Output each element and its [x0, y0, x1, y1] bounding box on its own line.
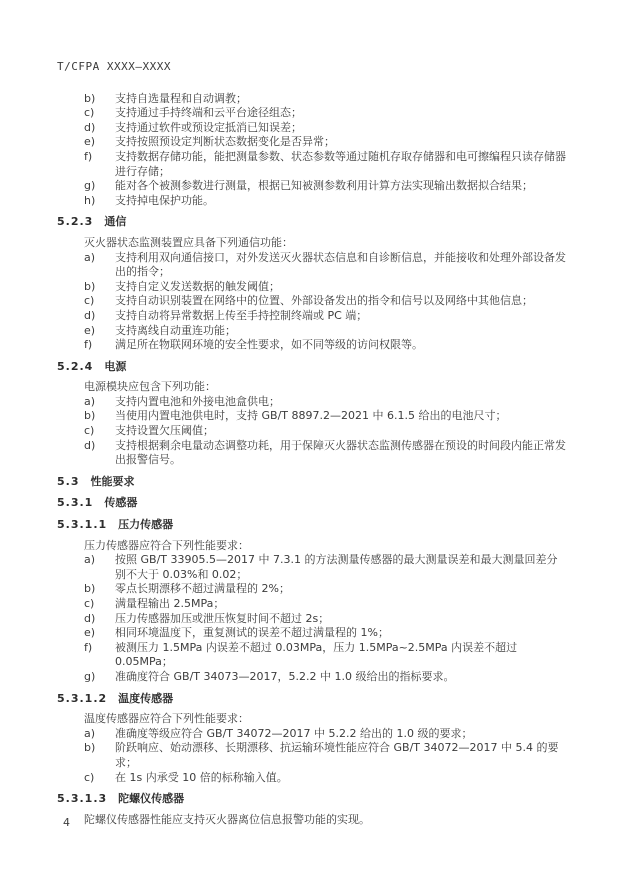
section-title: 温度传感器: [118, 691, 174, 705]
list-item-label: e): [84, 323, 96, 337]
document-standard-number: T/CFPA XXXX—XXXX: [57, 60, 171, 73]
section-number: 5.2.4: [57, 359, 94, 373]
list-item: [57, 395, 566, 410]
paragraph: 温度传感器应符合下列性能要求：: [84, 712, 249, 726]
section-number: 5.3.1.3: [57, 792, 108, 806]
list-item-label: c): [84, 770, 95, 784]
ordered-list: [57, 92, 566, 209]
paragraph: 陀螺仪传感器性能应支持灭火器离位信息报警功能的实现。: [84, 812, 370, 826]
list-item-label: e): [84, 135, 96, 149]
list-item: [57, 612, 566, 627]
section-title: 电源: [104, 359, 127, 373]
list-item: [57, 553, 566, 582]
list-item: [57, 741, 566, 770]
list-item: [57, 424, 566, 439]
list-item: [57, 280, 566, 295]
section-title: 传感器: [104, 496, 138, 510]
list-item-text: 满量程输出 2.5MPa；: [115, 597, 225, 610]
list-item-label: a): [84, 250, 96, 264]
section-heading: [57, 475, 566, 490]
ordered-list: [57, 395, 566, 468]
section-heading: [57, 215, 566, 230]
list-item-label: b): [84, 279, 96, 293]
list-item: [57, 626, 566, 641]
list-item: [57, 670, 566, 685]
list-item: [57, 439, 566, 468]
section-number: 5.3: [57, 474, 80, 488]
list-item-text: 满足所在物联网环境的安全性要求，如不同等级的访问权限等。: [115, 338, 423, 352]
list-item-label: b): [84, 409, 96, 423]
list-item-text: 支持数据存储功能，能把测量参数、状态参数等通过随机存取存储器和电可擦编程只读存储器进行存储；: [115, 149, 566, 178]
list-item: [57, 294, 566, 309]
section-number: 5.3.1.2: [57, 691, 108, 705]
list-item-label: c): [84, 424, 95, 438]
paragraph: 压力传感器应符合下列性能要求：: [84, 538, 249, 552]
list-item-text: 被测压力 1.5MPa 内误差不超过 0.03MPa，压力 1.5MPa~2.5MPa 内误差不超过 0.05MPa；: [115, 640, 518, 669]
list-item: [57, 92, 566, 107]
list-item: [57, 121, 566, 136]
list-item-text: 阶跃响应、始动漂移、长期漂移、抗运输环境性能应符合 GB/T 34072—2017 中 5.4 的要求；: [115, 741, 559, 769]
list-item-label: f): [84, 640, 93, 654]
list-item: [57, 106, 566, 121]
section-heading: [57, 692, 566, 707]
ordered-list: [57, 553, 566, 684]
list-item-label: d): [84, 120, 96, 134]
page-number: 4: [63, 816, 70, 829]
list-item-label: c): [84, 597, 95, 610]
list-item-text: 相同环境温度下，重复测试的误差不超过满量程的 1%；: [115, 626, 389, 640]
list-item-text: 支持自动识别装置在网络中的位置、外部设备发出的指令和信号以及网络中其他信息；: [115, 294, 533, 308]
list-item-label: e): [84, 626, 96, 640]
list-item-text: 压力传感器加压或泄压恢复时间不超过 2s；: [115, 611, 330, 625]
list-item: [57, 194, 566, 209]
ordered-list: [57, 251, 566, 353]
list-item-text: 支持根据剩余电量动态调整功耗，用于保障灭火器状态监测传感器在预设的时间段内能正常发出报警信号。: [115, 438, 566, 467]
list-item-text: 支持自选量程和自动调教；: [115, 91, 247, 105]
list-item: [57, 338, 566, 353]
list-item-label: b): [84, 741, 96, 755]
list-item-text: 能对各个被测参数进行测量，根据已知被测参数利用计算方法实现输出数据拟合结果；: [115, 179, 533, 193]
list-item-label: b): [84, 582, 96, 596]
list-item-label: d): [84, 438, 96, 452]
list-item-text: 支持设置欠压阈值；: [115, 424, 214, 438]
list-item: [57, 597, 566, 612]
list-item-text: 支持自动将异常数据上传至手持控制终端或 PC 端；: [115, 308, 368, 322]
list-item-label: g): [84, 669, 96, 683]
list-item-text: 支持内置电池和外接电池盒供电；: [115, 394, 280, 408]
list-item-label: a): [84, 726, 96, 740]
section-title: 压力传感器: [118, 518, 174, 532]
list-item-label: a): [84, 553, 96, 567]
list-item-text: 在 1s 内承受 10 倍的标称输入值。: [115, 770, 288, 784]
list-item-label: c): [84, 294, 95, 308]
list-item-text: 支持按照预设定判断状态数据变化是否异常；: [115, 135, 335, 149]
list-item-text: 支持自定义发送数据的触发阈值；: [115, 279, 280, 293]
section-heading: [57, 792, 566, 807]
list-item: [57, 409, 566, 424]
section-title: 性能要求: [90, 474, 135, 488]
section-number: 5.3.1.1: [57, 518, 108, 532]
list-item-label: f): [84, 149, 93, 163]
list-item: [57, 135, 566, 150]
list-item-label: b): [84, 91, 96, 105]
list-item-label: f): [84, 338, 93, 352]
list-item: [57, 309, 566, 324]
list-item-text: 支持利用双向通信接口，对外发送灭火器状态信息和自诊断信息，并能接收和处理外部设备发出的指令；: [115, 250, 566, 279]
paragraph: 电源模块应包含下列功能：: [84, 380, 216, 394]
paragraph: 灭火器状态监测装置应具备下列通信功能：: [84, 235, 293, 249]
list-item-label: g): [84, 179, 96, 193]
section-heading: [57, 518, 566, 533]
list-item-label: d): [84, 611, 96, 625]
list-item-text: 当使用内置电池供电时，支持 GB/T 8897.2—2021 中 6.1.5 给出的电池尺寸；: [115, 409, 507, 423]
ordered-list: [57, 727, 566, 785]
list-item: [57, 324, 566, 339]
section-heading: [57, 360, 566, 375]
list-item-label: a): [84, 394, 96, 408]
list-item: [57, 179, 566, 194]
list-item: [57, 641, 566, 670]
list-item-text: 按照 GB/T 33905.5—2017 中 7.3.1 的方法测量传感器的最大测量误差和最大测量回差分别不大于 0.03%和 0.02；: [115, 553, 558, 581]
list-item: [57, 251, 566, 280]
list-item-text: 支持离线自动重连功能；: [115, 323, 236, 337]
section-title: 通信: [104, 215, 127, 229]
list-item: [57, 150, 566, 179]
list-item-label: h): [84, 193, 96, 207]
section-number: 5.3.1: [57, 496, 94, 510]
list-item-text: 支持掉电保护功能。: [115, 193, 214, 207]
section-number: 5.2.3: [57, 215, 94, 229]
list-item-label: c): [84, 106, 95, 120]
list-item-text: 支持通过软件或预设定抵消已知误差；: [115, 120, 302, 134]
section-title: 陀螺仪传感器: [118, 792, 185, 806]
list-item: [57, 582, 566, 597]
list-item-text: 零点长期漂移不超过满量程的 2%；: [115, 582, 290, 596]
list-item-text: 准确度符合 GB/T 34073—2017，5.2.2 中 1.0 级给出的指标要求。: [115, 669, 455, 683]
section-heading: [57, 496, 566, 511]
list-item-text: 支持通过手持终端和云平台途径组态；: [115, 106, 302, 120]
document-body: [57, 92, 566, 828]
list-item: [57, 771, 566, 786]
list-item: [57, 727, 566, 742]
list-item-label: d): [84, 308, 96, 322]
list-item-text: 准确度等级应符合 GB/T 34072—2017 中 5.2.2 给出的 1.0 级的要求；: [115, 726, 473, 740]
